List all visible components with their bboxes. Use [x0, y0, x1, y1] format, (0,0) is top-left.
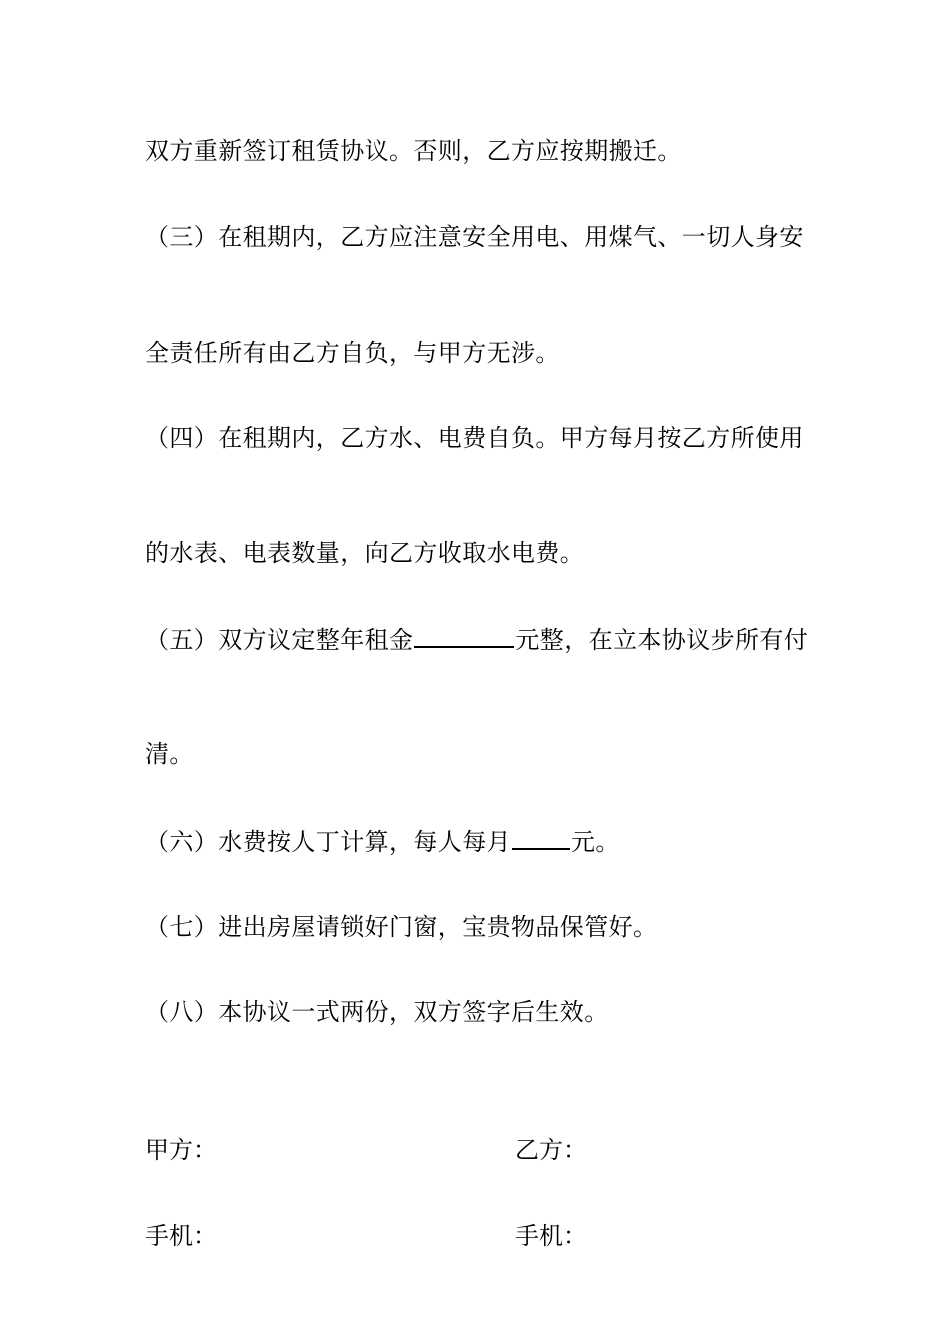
clause-8-line: （八）本协议一式两份，双方签字后生效。 [145, 998, 609, 1026]
clause-4-line-2: 的水表、电表数量，向乙方收取水电费。 [145, 539, 585, 567]
clause-5-line-2: 清。 [145, 740, 194, 768]
party-a-phone-label: 手机： [145, 1222, 217, 1250]
clause-5-text-after: 元整，在立本协议步所有付 [515, 626, 809, 654]
water-fee-blank[interactable] [512, 826, 570, 850]
clause-3-line-1: （三）在租期内，乙方应注意安全用电、用煤气、一切人身安 [145, 223, 804, 251]
clause-3-line-2: 全责任所有由乙方自负，与甲方无涉。 [145, 339, 560, 367]
paragraph-relocation: 双方重新签订租赁协议。否则，乙方应按期搬迁。 [145, 137, 682, 165]
party-b-phone-label: 手机： [515, 1222, 587, 1250]
party-a-label: 甲方： [145, 1136, 217, 1164]
clause-6-line [145, 826, 620, 857]
party-b-label: 乙方： [515, 1136, 587, 1164]
clause-5-text-before: （五）双方议定整年租金 [145, 626, 414, 654]
clause-7-line: （七）进出房屋请锁好门窗，宝贵物品保管好。 [145, 913, 658, 941]
clause-6-text-after: 元。 [571, 828, 620, 856]
clause-6-text-before: （六）水费按人丁计算，每人每月 [145, 828, 511, 856]
annual-rent-blank[interactable] [414, 624, 514, 648]
clause-4-line-1: （四）在租期内，乙方水、电费自负。甲方每月按乙方所使用 [145, 424, 804, 452]
clause-5-line-1 [145, 624, 808, 655]
